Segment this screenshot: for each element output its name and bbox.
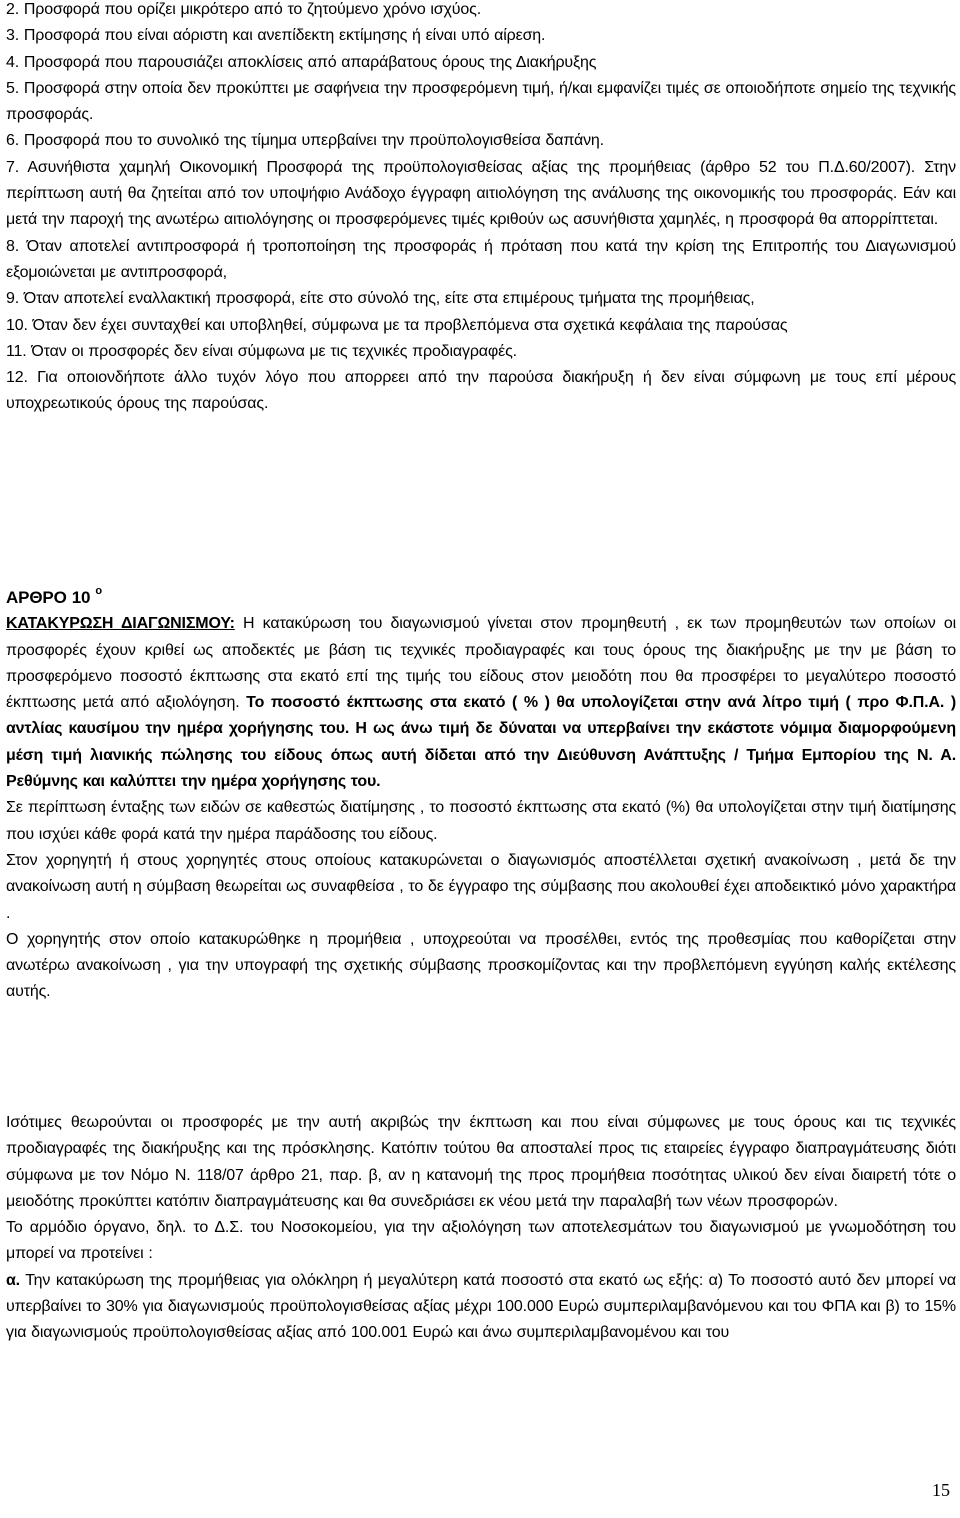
article-section (6, 578, 956, 1006)
alpha-label: α. (6, 1271, 20, 1289)
list-item: 2. Προσφορά που ορίζει μικρότερο από το ζητούμενο χρόνο ισχύος. (6, 1, 481, 18)
page-number: 15 (932, 1480, 950, 1500)
paragraph: Σε περίπτωση ένταξης των ειδών σε καθεστώς διατίμησης , το ποσοστό έκπτωσης στα εκατό (%) θα υπολογίζεται στην τιμή διατίμησης που ισχύει κάθε φορά κατά την ημέρα παράδοσης του είδους. (6, 799, 956, 843)
list-item: 10. Όταν δεν έχει συνταχθεί και υποβληθεί, σύμφωνα με τα προβλεπόμενα στα σχετικά κεφάλαια της παρούσας (6, 316, 788, 334)
list-item: 12. Για οποιονδήποτε άλλο τυχόν λόγο που απορρεει από την παρούσα διακήρυξη ή δεν είναι σύμφωνη με τους επί μέρους υποχρεωτικούς όρους της παρούσας. (6, 369, 956, 413)
paragraph: Ο χορηγητής στον οποίο κατακυρώθηκε η προμήθεια , υποχρεούται να προσέλθει, εντός της προθεσμίας που καθορίζεται στην ανωτέρω ανακοίνωση , για την υπογραφή της σχετικής σύμβασης προσκομίζοντας και την προβλεπόμενη εγγύηση καλής εκτέλεσης αυτής. (6, 930, 956, 1001)
article-section-continued (6, 1110, 956, 1347)
paragraph: Στον χορηγητή ή στους χορηγητές στους οποίους κατακυρώνεται ο διαγωνισμός αποστέλλεται σχετική ανακοίνωση , μετά δε την ανακοίνωση αυτή η σύμβαση θεωρείται ως συναφθείσα , το δε έγγραφο της σύμβασης που ακολουθεί έχει αποδεικτικό μόνο χαρακτήρα . (6, 851, 956, 922)
alpha-paragraph: α. Την κατακύρωση της προμήθειας για ολόκληρη ή μεγαλύτερη κατά ποσοστό στα εκατό ως εξής: α) Το ποσοστό αυτό δεν μπορεί να υπερβαίνει το 30% για διαγωνισμούς προϋπολογισθείσας αξίας μέχρι 100.000 Ευρώ συμπεριλαμβανόμενου και του ΦΠΑ και β) το 15% για διαγωνισμούς προϋπολογισθείσας αξίας από 100.001 Ευρώ και άνω συμπεριλαμβανομένου και του (6, 1271, 956, 1342)
article-heading: ΑΡΘΡΟ 10 $^o$ (6, 585, 102, 607)
paragraph: Ισότιμες θεωρούνται οι προσφορές με την αυτή ακριβώς την έκπτωση και που είναι σύμφωνες με τους όρους και τις τεχνικές προδιαγραφές της διακήρυξης και της πρόσκλησης. Κατόπιν τούτου θα αποσταλεί προς τις εταιρείες έγγραφο διαπραγμάτευσης διότι σύμφωνα με τον Νόμο Ν. 118/07 άρθρο 21, παρ. β, αν η κατανομή της προς προμήθεια ποσότητας υλικού δεν είναι διαιρετή τότε ο μειοδότης προκύπτει κατόπιν διαπραγμάτευσης και θα συνεδριάσει εκ νέου μετά την παραλαβή των νέων προσφορών. (6, 1114, 956, 1210)
list-item: 6. Προσφορά που το συνολικό της τίμημα υπερβαίνει την προϋπολογισθείσα δαπάνη. (6, 132, 604, 150)
rejection-list (6, 0, 956, 418)
list-item: 4. Προσφορά που παρουσιάζει αποκλίσεις από απαράβατους όρους της Διακήρυξης (6, 53, 597, 71)
article-title: ΚΑΤΑΚΥΡΩΣΗ ΔΙΑΓΩΝΙΣΜΟΥ: (6, 615, 235, 633)
list-item: 5. Προσφορά στην οποία δεν προκύπτει με σαφήνεια την προσφερόμενη τιμή, ή/και εμφανίζει τιμές σε οποιοδήποτε σημείο της τεχνικής προσφοράς. (6, 79, 956, 124)
list-item: 3. Προσφορά που είναι αόριστη και ανεπίδεκτη εκτίμησης ή είναι υπό αίρεση. (6, 27, 546, 45)
article-intro-paragraph: ΚΑΤΑΚΥΡΩΣΗ ΔΙΑΓΩΝΙΣΜΟΥ: Η κατακύρωση του διαγωνισμού γίνεται στον προμηθευτή , εκ των προμηθευτών των οποίων οι προσφορές έχουν κριθεί ως αποδεκτές με βάση τις τεχνικές προδιαγραφές και τους όρους της διακήρυξης με την με βάση το προσφερόμενο ποσοστό έκπτωσης στα εκατό επί της τιμής του είδους στον μειοδότη που θα προσφέρει το μεγαλύτερο ποσοστό έκπτωσης μετά από αξιολόγηση. Το ποσοστό έκπτωσης στα εκατό ( % ) θα υπολογίζεται στην ανά λίτρο τιμή ( προ Φ.Π.Α. ) αντλίας καυσίμου την ημέρα χορήγησης του. Η ως άνω τιμή δε δύναται να υπερβαίνει την εκάστοτε νόμιμα διαμορφούμενη μέση τιμή λιανικής πώλησης του είδους όπως αυτή δίδεται από την Διεύθυνση Ανάπτυξης / Τμήμα Εμπορίου της Ν. Α. Ρεθύμνης και καλύπτει την ημέρα χορήγησης του. (6, 615, 956, 791)
paragraph: Το αρμόδιο όργανο, δηλ. το Δ.Σ. του Νοσοκομείου, για την αξιολόγηση των αποτελεσμάτων του διαγωνισμού με γνωμοδότηση του μπορεί να προτείνει : (6, 1219, 956, 1263)
bold-clause: Το ποσοστό έκπτωσης στα εκατό ( % ) θα υπολογίζεται στην ανά λίτρο τιμή ( προ Φ.Π.Α. ) αντλίας καυσίμου την ημέρα χορήγησης του. Η ως άνω τιμή δε δύναται να υπερβαίνει την εκάστοτε νόμιμα διαμορφούμενη μέση τιμή λιανικής πώλησης του είδους όπως αυτή δίδεται από την Διεύθυνση Ανάπτυξης / Τμήμα Εμπορίου της Ν. Α. Ρεθύμνης και καλύπτει την ημέρα χορήγησης του. (6, 694, 956, 791)
list-item: 8. Όταν αποτελεί αντιπροσφορά ή τροποποίηση της προσφοράς ή πρόταση που κατά την κρίση της Επιτροπής του Διαγωνισμού εξομοιώνεται με αντιπροσφορά, (6, 237, 956, 281)
list-item: 11. Όταν οι προσφορές δεν είναι σύμφωνα με τις τεχνικές προδιαγραφές. (6, 342, 517, 360)
list-item: 9. Όταν αποτελεί εναλλακτική προσφορά, είτε στο σύνολό της, είτε στα επιμέρους τμήματα της προμήθειας, (6, 290, 755, 308)
list-item: 7. Ασυνήθιστα χαμηλή Οικονομική Προσφορά της προϋπολογισθείσας αξίας της προμήθειας (άρθρο 52 του Π.Δ.60/2007). Στην περίπτωση αυτή θα ζητείται από τον υποψήφιο Ανάδοχο έγγραφη αιτιολόγηση της ανάλυσης της οικονομικής του προσφοράς. Εάν και μετά την παροχή της ανωτέρω αιτιολόγησης οι προσφερόμενες τιμές κριθούν ως ασυνήθιστα χαμηλές, η προσφορά θα απορρίπτεται. (6, 158, 956, 229)
